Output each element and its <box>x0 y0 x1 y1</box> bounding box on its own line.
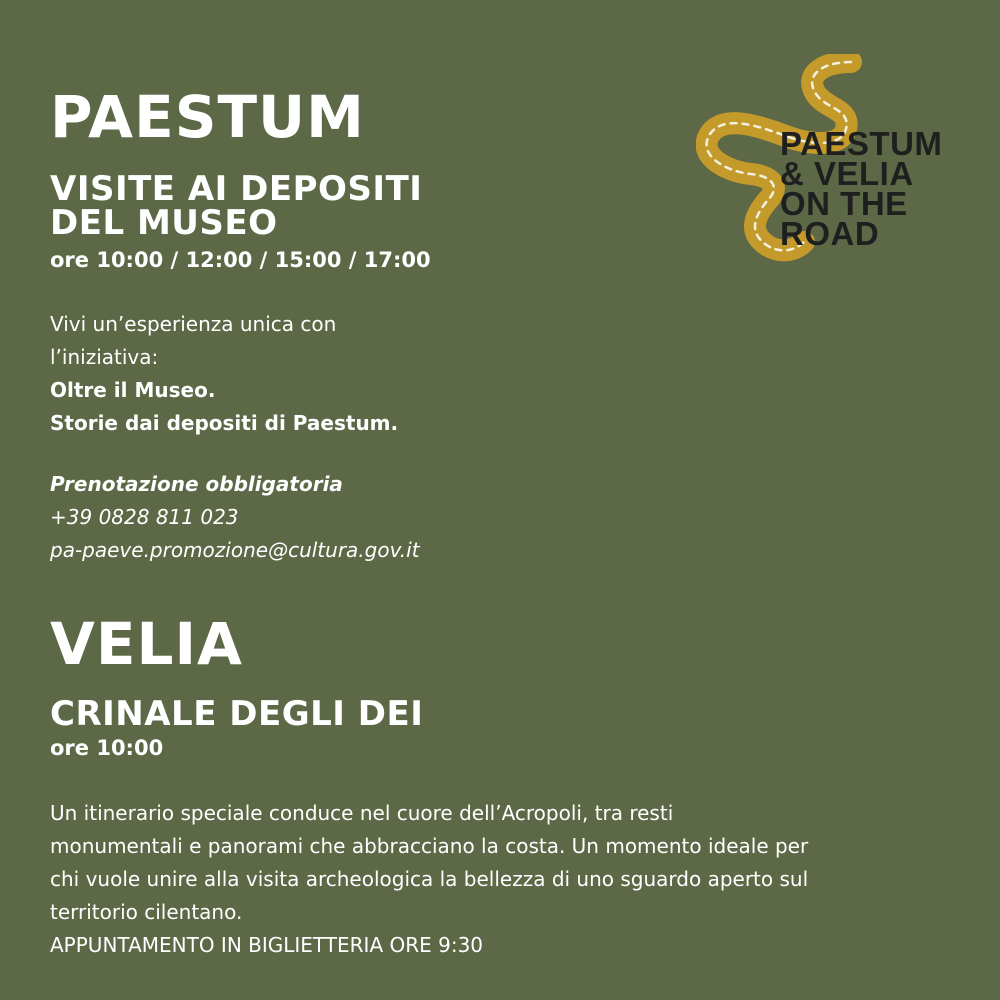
paestum-intro <box>50 308 398 440</box>
logo-line2: & VELIA <box>780 155 914 192</box>
booking-label: Prenotazione obbligatoria <box>50 472 343 496</box>
paestum-subtitle-line1: VISITE AI DEPOSITI <box>50 169 423 209</box>
velia-meeting: APPUNTAMENTO IN BIGLIETTERIA ORE 9:30 <box>50 933 484 957</box>
logo-line4: ROAD <box>780 215 880 252</box>
velia-title: VELIA <box>50 610 243 678</box>
paestum-subtitle <box>50 169 423 243</box>
velia-desc-line2: monumentali e panorami che abbracciano la costa. Un momento ideale per <box>50 834 809 858</box>
paestum-subtitle-line2: DEL MUSEO <box>50 203 278 243</box>
paestum-initiative-line2: Storie dai depositi di Paestum. <box>50 411 399 435</box>
logo-line3: ON THE <box>780 185 908 222</box>
logo-text <box>780 125 943 252</box>
paestum-intro-line2: l’iniziativa: <box>50 345 159 369</box>
booking-phone[interactable]: +39 0828 811 023 <box>50 505 239 529</box>
velia-desc-line1: Un itinerario speciale conduce nel cuore dell’Acropoli, tra resti <box>50 801 674 825</box>
paestum-initiative-line1: Oltre il Museo. <box>50 378 216 402</box>
velia-description <box>50 797 950 962</box>
velia-desc-line3: chi vuole unire alla visita archeologica la bellezza di uno sguardo aperto sul <box>50 867 809 891</box>
paestum-times: ore 10:00 / 12:00 / 15:00 / 17:00 <box>50 248 431 272</box>
paestum-title: PAESTUM <box>50 83 365 151</box>
logo <box>696 54 956 266</box>
velia-time: ore 10:00 <box>50 736 164 760</box>
paestum-intro-line1: Vivi un’esperienza unica con <box>50 312 337 336</box>
velia-subtitle: CRINALE DEGLI DEI <box>50 694 424 734</box>
booking-email[interactable]: pa-paeve.promozione@cultura.gov.it <box>50 538 420 562</box>
velia-desc-line4: territorio cilentano. <box>50 900 243 924</box>
logo-line1: PAESTUM <box>780 125 943 162</box>
paestum-booking <box>50 468 420 567</box>
